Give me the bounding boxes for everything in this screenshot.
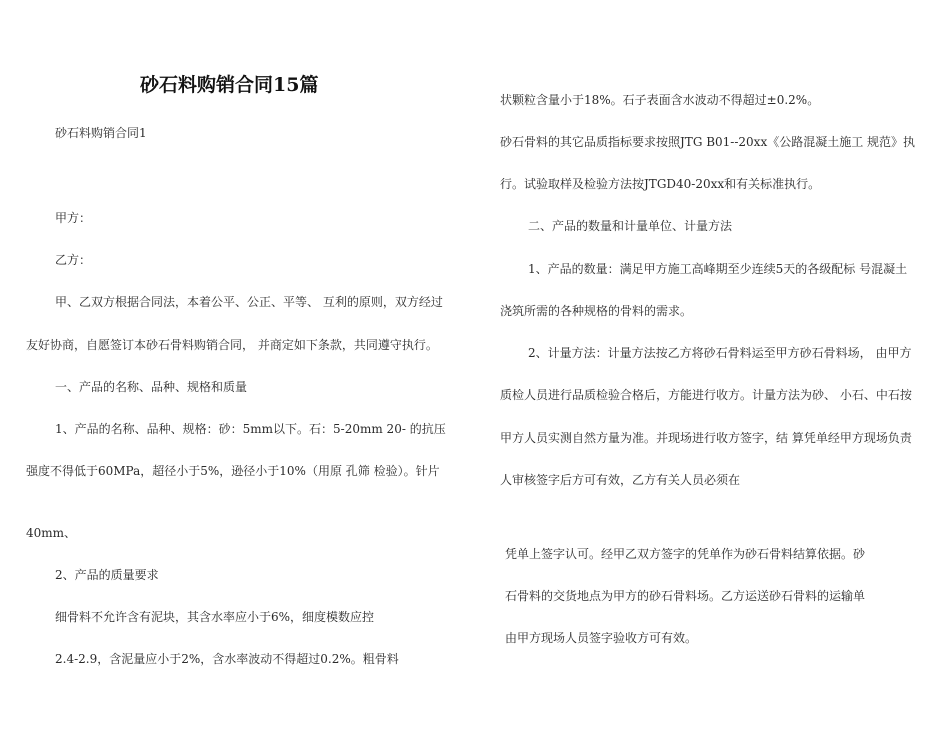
text-line: 细骨料不允许含有泥块，其含水率应小于6%，细度模数应控	[55, 610, 375, 624]
text-line: 石骨料的交货地点为甲方的砂石骨料场。乙方运送砂石骨料的运输单	[505, 589, 866, 603]
text-line: 凭单上签字认可。经甲乙双方签字的凭单作为砂石骨料结算依据。砂	[505, 547, 866, 561]
text-line: 质检人员进行品质检验合格后，方能进行收方。计量方法为砂、 小石、中石按	[500, 388, 912, 402]
document-title: 砂石料购销合同15篇	[140, 74, 319, 96]
text-line: 1、产品的名称、品种、规格：砂：5mm以下。石：5-20mm 20- 的抗压	[55, 422, 446, 436]
party-a-label: 甲方：	[55, 211, 92, 225]
text-line: 2、计量方法：计量方法按乙方将砂石骨料运至甲方砂石骨料场， 由甲方	[528, 346, 912, 360]
section-heading: 一、产品的名称、品种、规格和质量	[55, 380, 248, 394]
section-heading: 2、产品的质量要求	[55, 568, 159, 582]
text-line: 甲方人员实测自然方量为准。并现场进行收方签字，结 算凭单经甲方现场负责	[500, 431, 912, 445]
text-line: 由甲方现场人员签字验收方可有效。	[505, 631, 698, 645]
text-line: 浇筑所需的各种规格的骨料的需求。	[500, 304, 693, 318]
text-line: 状颗粒含量小于18%。石子表面含水波动不得超过±0.2%。	[500, 93, 820, 107]
text-line: 人审核签字后方可有效，乙方有关人员必须在	[500, 473, 741, 487]
section-heading: 二、产品的数量和计量单位、计量方法	[528, 219, 733, 233]
text-line: 2.4-2.9，含泥量应小于2%，含水率波动不得超过0.2%。粗骨料	[55, 652, 399, 666]
text-line: 砂石骨料的其它品质指标要求按照JTG B01--20xx《公路混凝土施工 规范》执	[500, 135, 916, 149]
contract-subtitle: 砂石料购销合同1	[55, 126, 147, 140]
text-line: 1、产品的数量：满足甲方施工高峰期至少连续5天的各级配标 号混凝土	[528, 262, 908, 276]
text-line: 强度不得低于60MPa，超径小于5%，逊径小于10%（用原 孔筛 检验）。针片	[26, 464, 440, 478]
text-line: 友好协商，自愿签订本砂石骨料购销合同， 并商定如下条款，共同遵守执行。	[26, 338, 438, 352]
text-line: 甲、乙双方根据合同法，本着公平、公正、平等、 互利的原则，双方经过	[55, 295, 443, 309]
party-b-label: 乙方：	[55, 253, 92, 267]
text-line: 40mm、	[26, 526, 77, 540]
text-line: 行。试验取样及检验方法按JTGD40-20xx和有关标准执行。	[500, 177, 821, 191]
